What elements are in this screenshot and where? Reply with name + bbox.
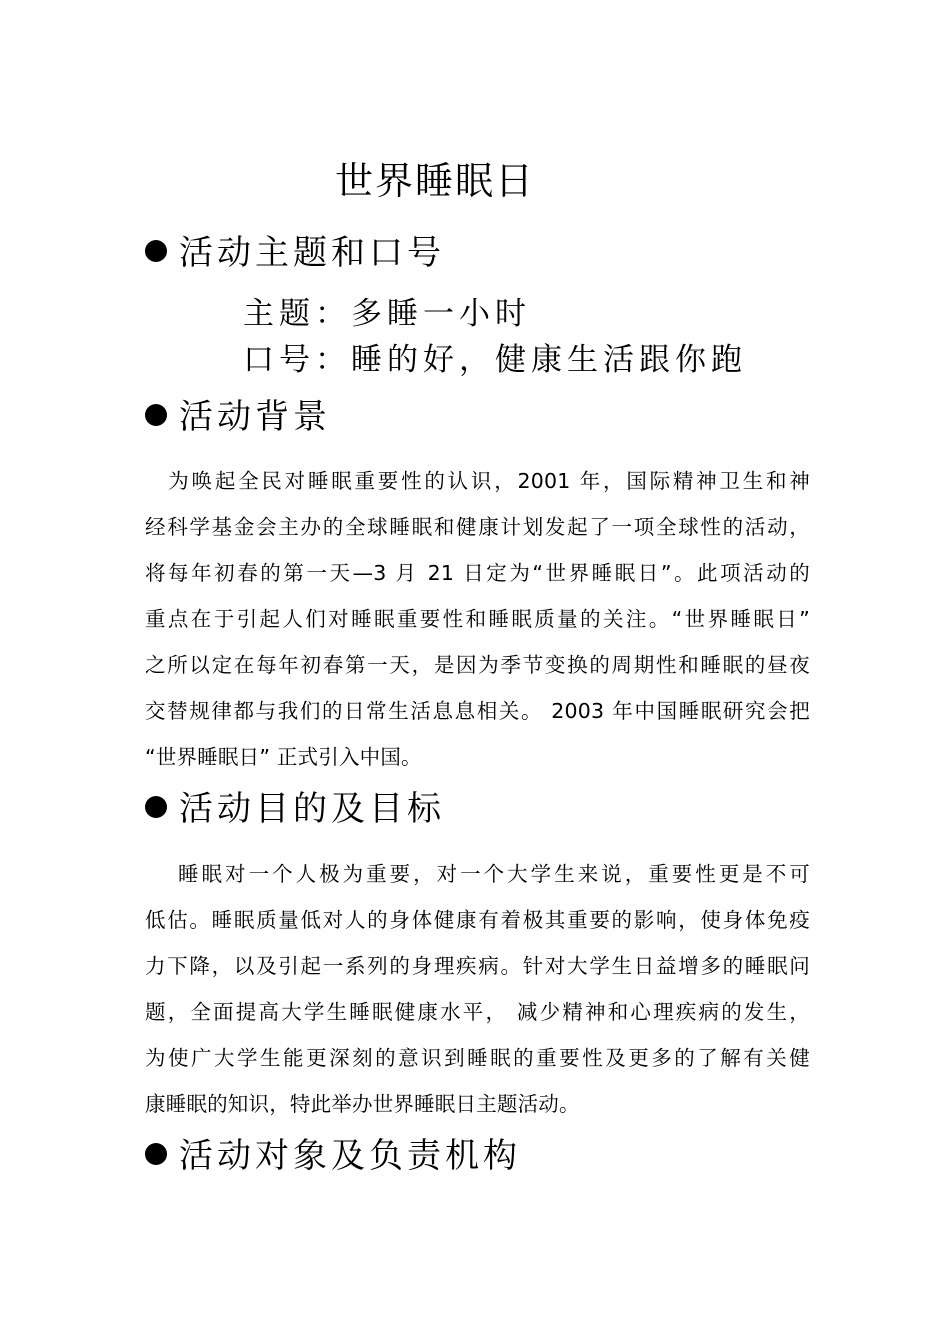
paragraph-line: 题，全面提高大学生睡眠健康水平， 减少精神和心理疾病的发生， <box>145 1000 810 1024</box>
slogan-line: 口号：睡的好，健康生活跟你跑 <box>243 342 747 378</box>
paragraph-line: 为使广大学生能更深刻的意识到睡眠的重要性及更多的了解有关健 <box>145 1046 810 1070</box>
theme-line: 主题：多睡一小时 <box>243 296 531 332</box>
bullet-icon <box>145 404 167 426</box>
paragraph-line: 交替规律都与我们的日常生活息息相关。 2003 年中国睡眠研究会把 <box>145 699 810 723</box>
paragraph-line: 将每年初春的第一天—3 月 21 日定为“世界睡眠日”。此项活动的 <box>145 561 810 585</box>
paragraph-line: 之所以定在每年初春第一天，是因为季节变换的周期性和睡眠的昼夜 <box>145 653 810 677</box>
paragraph-line: 力下降，以及引起一系列的身理疾病。针对大学生日益增多的睡眠问 <box>145 954 810 978</box>
paragraph-line: 睡眠对一个人极为重要，对一个大学生来说，重要性更是不可 <box>145 862 810 886</box>
bullet-icon <box>145 240 167 262</box>
paragraph-line: 低估。睡眠质量低对人的身体健康有着极其重要的影响，使身体免疫 <box>145 908 810 932</box>
section-heading-theme <box>145 225 445 274</box>
paragraph-line: 为唤起全民对睡眠重要性的认识，2001 年，国际精神卫生和神 <box>145 469 810 493</box>
paragraph-line: 经科学基金会主办的全球睡眠和健康计划发起了一项全球性的活动， <box>145 515 810 539</box>
section-heading-purpose <box>145 781 445 830</box>
paragraph-line: 康睡眠的知识，特此举办世界睡眠日主题活动。 <box>145 1092 580 1116</box>
section-heading-target <box>145 1128 521 1177</box>
bullet-icon <box>145 796 167 818</box>
heading-text: 活动对象及负责机构 <box>179 1136 521 1176</box>
background-paragraph <box>145 458 810 780</box>
bullet-icon <box>145 1143 167 1165</box>
paragraph-line: 重点在于引起人们对睡眠重要性和睡眠质量的关注。“世界睡眠日” <box>145 607 810 631</box>
paragraph-line: “世界睡眠日” 正式引入中国。 <box>145 745 422 769</box>
document-title: 世界睡眠日 <box>334 159 535 203</box>
section-heading-background <box>145 389 331 438</box>
purpose-paragraph <box>145 851 810 1127</box>
heading-text: 活动主题和口号 <box>179 233 445 273</box>
heading-text: 活动目的及目标 <box>179 789 445 829</box>
heading-text: 活动背景 <box>179 397 331 437</box>
